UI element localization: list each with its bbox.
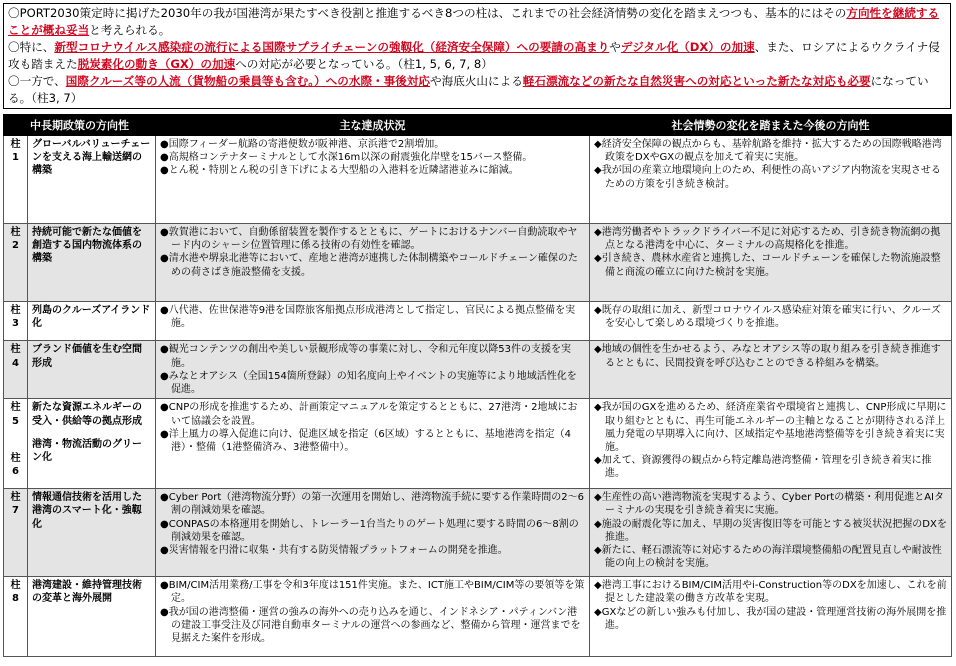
achievement-item: ●国際フィーダー航路の寄港便数が阪神港、京浜港で2割増加。 — [160, 139, 445, 150]
pillar-label: 柱4 — [10, 344, 21, 369]
direction-item: ◆我が国のGXを進めるため、経済産業省や環境省と連携し、CNP形成に早期に取り組むとともに、再生可能エネルギーの主軸となることが期待される洋上風力発電の早期導入に向け、区域指定や基地港湾整備等を引き続き着実に実施。 — [594, 402, 947, 454]
direction-item: ◆新たに、軽石漂流等に対応するための海洋環境整備船の配置見直しや耐波性能の向上の検討を実施。 — [594, 545, 942, 570]
achievement-item: ●BIM/CIM活用業務/工事を令和3年度は151件実施。また、ICT施工やBIM/CIM等の要領等を策定。 — [160, 580, 585, 605]
direction-item: ◆地域の個性を生かせるよう、みなとオアシス等の取り組みを引き続き推進するとともに、民間投資を呼び込むことのできる枠組みを構築。 — [594, 344, 941, 369]
achievement-item: ●敦賀港において、自動係留装置を製作するとともに、ゲートにおけるナンバー自動読取やヤード内のシャーシ位置管理に係る技術の有効性を確認。 — [160, 227, 578, 252]
achievement-item: ●災害情報を円滑に収集・共有する防災情報プラットフォームの開発を推進。 — [160, 545, 508, 557]
achievement-item: ●みなとオアシス（全国154箇所登録）の知名度向上やイベントの実施等により地域活性化を促進。 — [160, 370, 577, 396]
achievement-cell — [156, 399, 590, 489]
policy-text: 持続可能で新たな価値を創造する国内物流体系の構築 — [32, 227, 142, 265]
table-row — [4, 399, 952, 489]
policy-text: 港湾・物流活動のグリーン化 — [32, 438, 142, 464]
intro-box — [3, 3, 951, 109]
pillar-number — [4, 341, 28, 399]
policy-text: ブランド価値を生む空間形成 — [32, 344, 142, 369]
policy-name — [28, 224, 156, 302]
pillar-number — [4, 136, 28, 224]
achievement-cell — [156, 489, 590, 577]
direction-item: ◆生産性の高い港湾物流を実現するよう、Cyber Portの構築・利用促進とAIターミナルの実現を引き続き着実に実施。 — [594, 492, 944, 517]
direction-cell — [590, 136, 952, 224]
direction-item: ◆加えて、資源獲得の観点から特定離島港湾整備・管理を引き続き着実に推進。 — [594, 455, 932, 480]
direction-cell — [590, 302, 952, 341]
policy-name — [28, 341, 156, 399]
direction-item: ◆GXなどの新しい強みも付加し、我が国の建設・管理運営技術の海外展開を推進。 — [594, 606, 947, 631]
pillar-number — [4, 224, 28, 302]
direction-item: ◆我が国の産業立地環境向上のため、利便性の高いアジア内物流を実現させるための方策を引き続き検討。 — [594, 165, 941, 190]
highlight: 脱炭素化の動き（GX）の加速 — [77, 56, 236, 71]
achievement-cell — [156, 577, 590, 657]
policy-text: 港湾建設・維持管理技術の変革と海外展開 — [32, 580, 142, 605]
intro-paragraph-3: 〇一方で、国際クルーズ等の人流（貨物船の乗員等も含む。）への水際・事後対応や海底火山による軽石漂流などの新たな自然災害への対応といった新たな対応も必要になっている。（柱3, 7） — [8, 74, 929, 105]
highlight: 国際クルーズ等の人流（貨物船の乗員等も含む。）への水際・事後対応 — [65, 74, 431, 89]
table-row — [4, 136, 952, 224]
pillar-label: 柱2 — [10, 227, 21, 252]
direction-cell — [590, 577, 952, 657]
direction-item: ◆港湾工事におけるBIM/CIM活用やi-Construction等のDXを加速し、これを前提とした建設業の働き方改革を実現。 — [594, 580, 947, 605]
direction-cell — [590, 399, 952, 489]
table-row — [4, 224, 952, 302]
achievement-item: ●洋上風力の導入促進に向け、促進区域を指定（6区域）するとともに、基地港湾を指定（4港）・整備（1港整備済み、3港整備中）。 — [160, 428, 572, 454]
achievement-item: ●清水港や堺泉北港等において、産地と港湾が連携した体制構築やコールドチェーン確保のための荷さばき施設整備を支援。 — [160, 253, 578, 278]
achievement-cell — [156, 302, 590, 341]
highlight: 軽石漂流などの新たな自然災害への対応といった新たな対応も必要 — [522, 74, 871, 89]
achievement-item: ●Cyber Port（港湾物流分野）の第一次運用を開始し、港湾物流手続に要する作業時間の2～6割の削減効果を確認。 — [160, 492, 584, 517]
pillar-label: 柱5 — [10, 402, 21, 427]
pillar-number — [4, 399, 28, 489]
table-row — [4, 577, 952, 657]
direction-item: ◆施設の耐震化等に加え、早期の災害復旧等を可能とする被災状況把握のDXを推進。 — [594, 518, 947, 543]
achievement-cell — [156, 224, 590, 302]
policy-text: 新たな資源エネルギーの受入・供給等の拠点形成 — [32, 402, 142, 427]
policy-text: 情報通信技術を活用した港湾のスマート化・強靱化 — [32, 492, 142, 530]
pillar-label: 柱6 — [10, 452, 21, 478]
direction-item: ◆港湾労働者やトラックドライバー不足に対応するため、引き続き物流網の拠点となる港湾を中心に、ターミナルの高規格化を推進。 — [594, 227, 941, 252]
intro-paragraph-2: 〇特に、新型コロナウイルス感染症の流行による国際サプライチェーンの強靱化（経済安全保障）への要請の高まりやデジタル化（DX）の加速、また、ロシアによるウクライナ侵攻も踏まえた脱炭素化の動き（GX）の加速への対応が必要となっている。（柱1, 5, 6, 7, 8） — [8, 40, 940, 71]
policy-text: 列島のクルーズアイランド化 — [32, 305, 151, 330]
policy-text: グローバルバリューチェーンを支える海上輸送網の構築 — [32, 139, 151, 177]
achievement-item: ●観光コンテンツの創出や美しい景観形成等の事業に対し、令和元年度以降53件の支援を実施。 — [160, 344, 571, 369]
policy-name — [28, 136, 156, 224]
pillar-number — [4, 302, 28, 341]
achievement-item: ●CONPASの本格運用を開始し、トレーラー1台当たりのゲート処理に要する時間の6～8割の削減効果を確認。 — [160, 518, 579, 543]
pillar-label: 柱3 — [10, 305, 21, 330]
achievement-item: ●とん税・特別とん税の引き下げによる大型船の入港料を近隣諸港並みに縮減。 — [160, 165, 519, 177]
highlight: 方向性を継続することが概ね妥当 — [8, 6, 940, 37]
table-header — [4, 115, 952, 136]
policy-name — [28, 302, 156, 341]
achievement-item: ●CNPの形成を推進するため、計画策定マニュアルを策定するとともに、27港湾・2地域において協議会を設置。 — [160, 402, 578, 427]
achievement-item: ●我が国の港湾整備・運営の強みの海外への売り込みを通じ、インドネシア・パティンバン港の建設工事受注及び同港自動車ターミナルの運営への参画など、整備から管理・運営までを見据えた案件を形成。 — [160, 606, 581, 645]
policy-name — [28, 399, 156, 489]
achievement-cell — [156, 136, 590, 224]
direction-cell — [590, 341, 952, 399]
header-achievements: 主な達成状況 — [156, 115, 590, 136]
highlight: デジタル化（DX）の加速 — [620, 40, 755, 55]
direction-item: ◆引き続き、農林水産省と連携した、コールドチェーンを確保した物流施設整備と商流の確立に向けた検討を実施。 — [594, 253, 941, 278]
pillar-label: 柱7 — [10, 492, 21, 517]
policy-name — [28, 489, 156, 577]
table-row — [4, 489, 952, 577]
pillar-number — [4, 577, 28, 657]
policy-name — [28, 577, 156, 657]
header-directions: 社会情勢の変化を踏まえた今後の方向性 — [590, 115, 952, 136]
direction-cell — [590, 489, 952, 577]
table-row — [4, 341, 952, 399]
policy-table — [3, 114, 952, 657]
direction-cell — [590, 224, 952, 302]
pillar-label: 柱8 — [10, 580, 21, 605]
achievement-cell — [156, 341, 590, 399]
table-row — [4, 302, 952, 341]
achievement-item: ●高規格コンテナターミナルとして水深16m以深の耐震強化岸壁を15バース整備。 — [160, 152, 533, 164]
pillar-number — [4, 489, 28, 577]
direction-item: ◆経済安全保障の観点からも、基幹航路を維持・拡大するための国際戦略港湾政策をDXやGXの観点を加えて着実に実施。 — [594, 139, 942, 164]
direction-item: ◆既存の取組に加え、新型コロナウイルス感染症対策を確実に行い、クルーズを安心して楽しめる環境づくりを推進。 — [594, 305, 941, 330]
pillar-label: 柱1 — [10, 139, 21, 164]
header-policy: 中長期政策の方向性 — [4, 115, 156, 136]
highlight: 新型コロナウイルス感染症の流行による国際サプライチェーンの強靱化（経済安全保障）への要請の高まり — [54, 40, 610, 55]
intro-paragraph-1: 〇PORT2030策定時に掲げた2030年の我が国港湾が果たすべき役割と推進するべき8つの柱は、これまでの社会経済情勢の変化を踏まえつつも、基本的にはその方向性を継続することが概ね妥当と考えられる。 — [8, 6, 940, 37]
achievement-item: ●八代港、佐世保港等9港を国際旅客船拠点形成港湾として指定し、官民による拠点整備を実施。 — [160, 305, 576, 330]
